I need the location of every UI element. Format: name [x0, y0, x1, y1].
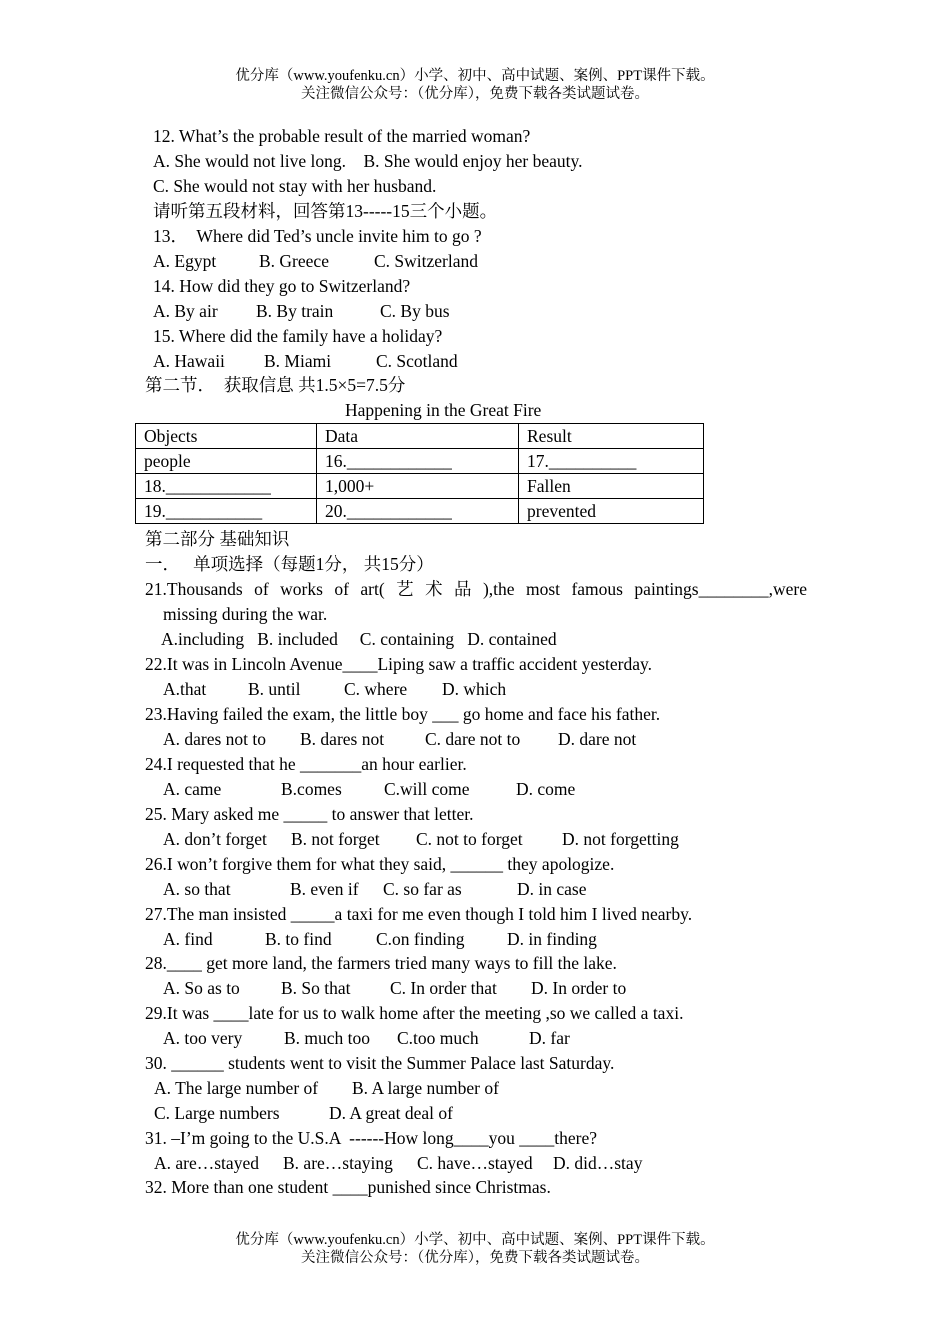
q21-word: ),the — [482, 579, 515, 599]
question-28: 28.____ get more land, the farmers tried many ways to fill the lake. — [145, 953, 617, 973]
q30-option-b: B. A large number of — [352, 1078, 499, 1098]
q21-word: art( — [360, 579, 385, 599]
q21-word: 艺 — [396, 579, 414, 599]
q25-option-c: C. not to forget — [416, 829, 523, 849]
q14-option-a: A. By air — [153, 301, 218, 321]
part2-title: 第二部分 基础知识 — [145, 529, 290, 549]
q29-option-b: B. much too — [284, 1028, 371, 1048]
q13-option-a: A. Egypt — [153, 251, 217, 271]
table-row — [136, 474, 704, 499]
q21-word: works — [280, 579, 323, 599]
q21-word: famous — [571, 579, 623, 599]
question-29: 29.It was ____late for us to walk home after the meeting ,so we called a taxi. — [145, 1003, 684, 1023]
q14-option-b: B. By train — [256, 301, 334, 321]
q31-option-d: D. did…stay — [553, 1153, 643, 1173]
question-12-options-ab: A. She would not live long. B. She would enjoy her beauty. — [153, 151, 583, 171]
question-21-line2: missing during the war. — [163, 604, 328, 624]
question-32: 32. More than one student ____punished since Christmas. — [145, 1177, 551, 1197]
q26-option-b: B. even if — [290, 879, 359, 899]
q31-option-b: B. are…staying — [283, 1153, 393, 1173]
page-footer-line1: 优分库（www.youfenku.cn）小学、初中、高中试题、案例、PPT课件下载。 — [235, 1232, 715, 1248]
question-27: 27.The man insisted _____a taxi for me even though I told him I lived nearby. — [145, 904, 693, 924]
q26-option-d: D. in case — [517, 879, 587, 899]
q14-option-c: C. By bus — [380, 301, 450, 321]
q21-word: 术 — [425, 579, 443, 599]
table-cell: people — [136, 449, 317, 474]
table-cell: Fallen — [519, 474, 704, 499]
q27-option-a: A. find — [163, 929, 213, 949]
question-21-options: A.including B. included C. containing D. contained — [161, 629, 557, 649]
q25-option-d: D. not forgetting — [562, 829, 679, 849]
q15-option-c: C. Scotland — [376, 351, 458, 371]
question-31: 31. –I’m going to the U.S.A ------How long____you ____there? — [145, 1128, 598, 1148]
question-26: 26.I won’t forgive them for what they said, ______ they apologize. — [145, 854, 615, 874]
table-cell: 20.____________ — [317, 499, 519, 524]
q26-option-c: C. so far as — [383, 879, 462, 899]
q21-word: of — [334, 579, 349, 599]
section-5-instruction: 请听第五段材料，回答第13-----15三个小题。 — [153, 201, 498, 221]
q22-option-d: D. which — [442, 679, 507, 699]
q29-option-a: A. too very — [163, 1028, 243, 1048]
q24-option-d: D. come — [516, 779, 576, 799]
q24-option-a: A. came — [163, 779, 222, 799]
q13-option-b: B. Greece — [259, 251, 329, 271]
q30-option-c: C. Large numbers — [154, 1103, 280, 1123]
q28-option-b: B. So that — [281, 978, 351, 998]
q23-option-b: B. dares not — [300, 729, 385, 749]
table-header-row — [136, 424, 704, 449]
q28-option-c: C. In order that — [390, 978, 497, 998]
q28-option-d: D. In order to — [531, 978, 627, 998]
table-cell: 17.__________ — [519, 449, 704, 474]
q30-option-a: A. The large number of — [154, 1078, 319, 1098]
question-24: 24.I requested that he _______an hour earlier. — [145, 754, 467, 774]
question-21-line1 — [145, 577, 807, 602]
q21-word: paintings________,were — [634, 579, 807, 599]
q28-option-a: A. So as to — [163, 978, 240, 998]
q22-option-c: C. where — [344, 679, 408, 699]
question-15: 15. Where did the family have a holiday? — [153, 326, 443, 346]
q15-option-a: A. Hawaii — [153, 351, 225, 371]
q15-option-b: B. Miami — [264, 351, 332, 371]
question-30: 30. ______ students went to visit the Summer Palace last Saturday. — [145, 1053, 615, 1073]
q21-word: 21.Thousands — [145, 579, 243, 599]
q27-option-d: D. in finding — [507, 929, 597, 949]
question-12: 12. What’s the probable result of the married woman? — [153, 126, 531, 146]
question-25: 25. Mary asked me _____ to answer that letter. — [145, 804, 474, 824]
question-14: 14. How did they go to Switzerland? — [153, 276, 411, 296]
q29-option-c: C.too much — [397, 1028, 479, 1048]
page-header-line1: 优分库（www.youfenku.cn）小学、初中、高中试题、案例、PPT课件下载。 — [235, 68, 715, 84]
q13-option-c: C. Switzerland — [374, 251, 479, 271]
q21-word: of — [254, 579, 269, 599]
q23-option-a: A. dares not to — [163, 729, 267, 749]
question-12-option-c: C. She would not stay with her husband. — [153, 176, 437, 196]
section1-title: 一． 单项选择（每题1分， 共15分） — [145, 554, 434, 574]
q25-option-b: B. not forget — [291, 829, 380, 849]
table-header-cell: Objects — [136, 424, 317, 449]
q25-option-a: A. don’t forget — [163, 829, 267, 849]
table-cell: 18.____________ — [136, 474, 317, 499]
q24-option-c: C.will come — [384, 779, 470, 799]
q30-option-d: D. A great deal of — [329, 1103, 453, 1123]
q31-option-a: A. are…stayed — [154, 1153, 259, 1173]
table-row — [136, 449, 704, 474]
table-cell: prevented — [519, 499, 704, 524]
q21-word: 品 — [454, 579, 472, 599]
table-cell: 1,000+ — [317, 474, 519, 499]
q24-option-b: B.comes — [281, 779, 342, 799]
table-row — [136, 499, 704, 524]
q21-word: most — [525, 579, 561, 599]
q26-option-a: A. so that — [163, 879, 231, 899]
table-cell: 19.___________ — [136, 499, 317, 524]
q27-option-c: C.on finding — [376, 929, 465, 949]
question-23: 23.Having failed the exam, the little boy ___ go home and face his father. — [145, 704, 661, 724]
table-header-cell: Data — [317, 424, 519, 449]
table-caption: Happening in the Great Fire — [345, 400, 542, 420]
q23-option-c: C. dare not to — [425, 729, 521, 749]
q22-option-a: A.that — [163, 679, 207, 699]
q27-option-b: B. to find — [265, 929, 332, 949]
q22-option-b: B. until — [248, 679, 301, 699]
table-cell: 16.____________ — [317, 449, 519, 474]
table-header-cell: Result — [519, 424, 704, 449]
page-footer-line2: 关注微信公众号：（优分库），免费下载各类试题试卷。 — [301, 1250, 649, 1266]
q23-option-d: D. dare not — [558, 729, 637, 749]
question-13: 13． Where did Ted’s uncle invite him to go ? — [153, 226, 482, 246]
page-header-line2: 关注微信公众号：（优分库），免费下载各类试题试卷。 — [301, 86, 649, 102]
info-section-title: 第二节． 获取信息 共1.5×5=7.5分 — [145, 375, 406, 395]
q31-option-c: C. have…stayed — [417, 1153, 533, 1173]
question-22: 22.It was in Lincoln Avenue____Liping saw a traffic accident yesterday. — [145, 654, 653, 674]
info-table — [135, 423, 704, 524]
q29-option-d: D. far — [529, 1028, 570, 1048]
